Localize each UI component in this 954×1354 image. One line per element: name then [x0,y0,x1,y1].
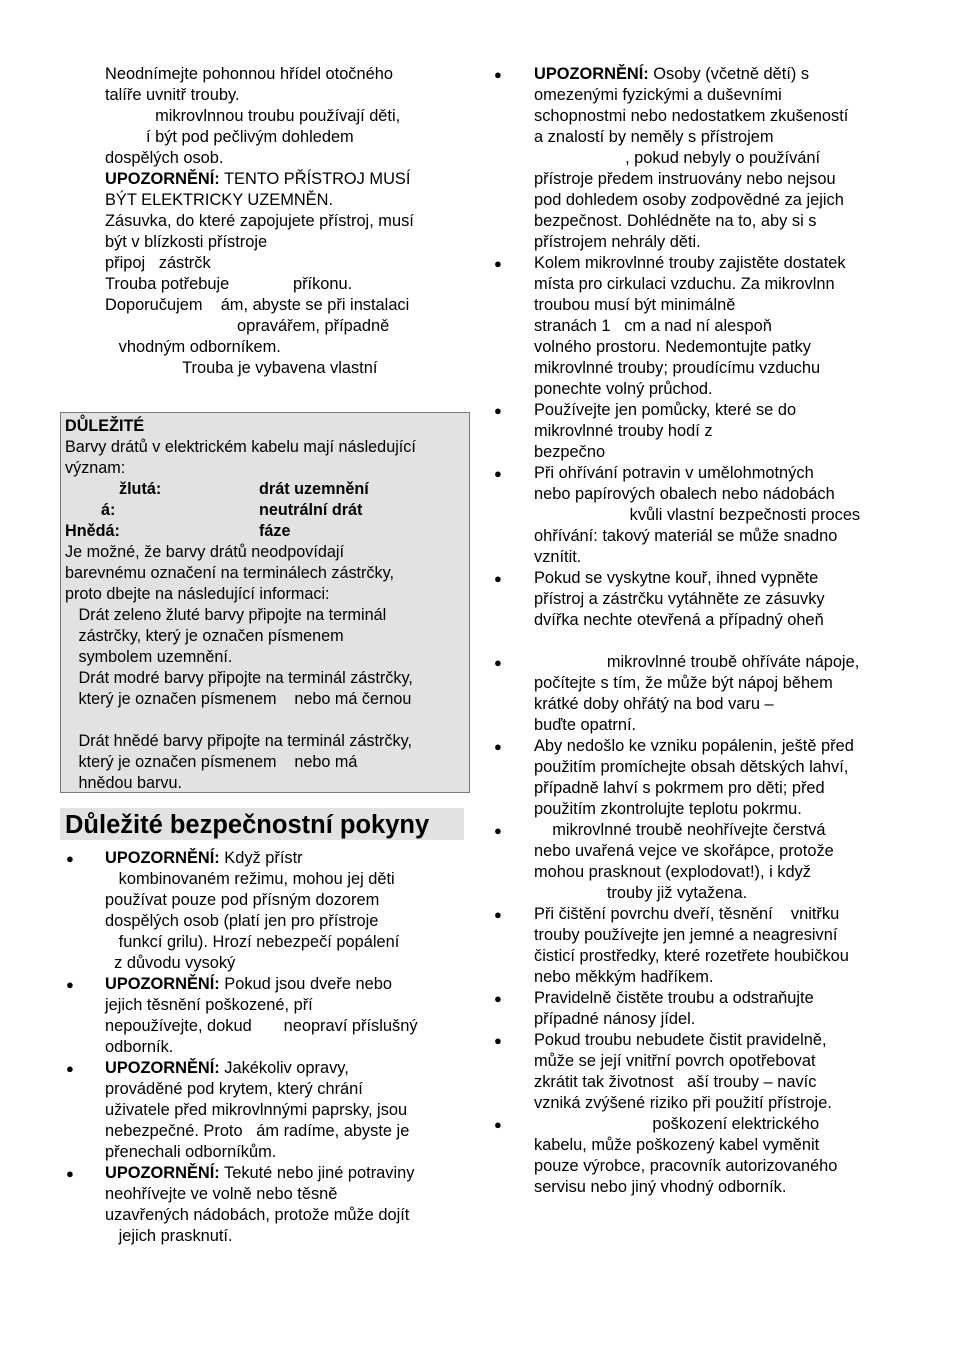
list-item-line: a znalostí by neměly s přístrojem [534,128,774,146]
list-item-line: mikrovlnné troubě neohřívejte čerstvá [534,821,826,839]
list-item-line: pod dohledem osoby zodpovědné za jejich [534,191,844,209]
list-item-line: přenechali odborníkům. [105,1143,277,1161]
intro-line: UPOZORNĚNÍ: TENTO PŘÍSTROJ MUSÍ [105,170,411,188]
bullet-icon: ● [66,1166,74,1181]
list-item-line: přístroje předem instruovány nebo nejsou [534,170,836,188]
bullet-icon: ● [494,67,502,82]
list-item-line: mohou prasknout (explodovat!), i když [534,863,811,881]
left-bullet-list [62,848,476,1247]
intro-line: dospělých osob. [105,149,224,167]
list-item-line: servisu nebo jiný vhodný odborník. [534,1178,787,1196]
intro-line: Trouba potřebuje příkonu. [105,275,353,293]
bullet-icon: ● [494,466,502,481]
list-item-line: UPOZORNĚNÍ: Tekuté nebo jiné potraviny [105,1164,415,1182]
warning-label: UPOZORNĚNÍ: [105,849,220,867]
bullet-icon: ● [66,1061,74,1076]
notice-line: proto dbejte na následující informaci: [65,585,330,603]
list-item-line: bezpečnost. Dohlédněte na to, aby si s [534,212,817,230]
list-item-line: mikrovlnné trouby; proudícímu vzduchu [534,359,821,377]
list-item [490,400,910,463]
list-item-line: Kolem mikrovlnné trouby zajistěte dostatek [534,254,846,272]
list-item-line: trouby používejte jen jemné a neagresivní [534,926,838,944]
list-item-line: troubou musí být minimálně [534,296,736,314]
list-item-line: kvůli vlastní bezpečnosti proces [534,506,861,524]
notice-line: symbolem uzemnění. [65,648,233,666]
intro-line: Doporučujem ám, abyste se při instalaci [105,296,410,314]
list-item [490,652,910,736]
notice-line: Drát modré barvy připojte na terminál zástrčky, [65,669,413,687]
notice-line: Je možné, že barvy drátů neodpovídají [65,543,344,561]
wire-row: á: neutrální drát [65,501,363,519]
list-item-line: čisticí prostředky, které rozetřete houbičkou [534,947,849,965]
list-item-line: UPOZORNĚNÍ: Jakékoliv opravy, [105,1059,349,1077]
list-item-line: uzavřených nádobách, protože může dojít [105,1206,410,1224]
list-item [62,974,476,1058]
intro-line: talíře uvnitř trouby. [105,86,240,104]
list-item-line: trouby již vytažena. [534,884,748,902]
notice-body [65,542,465,794]
list-item-line: nebezpečné. Proto ám radíme, abyste je [105,1122,410,1140]
list-item-line: pouze výrobce, pracovník autorizovaného [534,1157,838,1175]
list-item-line: dospělých osob (platí jen pro přístroje [105,912,379,930]
list-item-line: použitím promíchejte obsah dětských lahví, [534,758,849,776]
intro-line: připoj zástrčk [105,254,211,272]
list-item [490,253,910,400]
intro-line: Trouba je vybavena vlastní [105,359,378,377]
list-item-line: jejich těsnění poškozené, pří [105,996,313,1014]
list-item-line: vzniká zvýšené riziko při použití přístroje. [534,1094,832,1112]
list-item [490,463,910,568]
list-item [490,1114,910,1198]
list-item-line: ohřívání: takový materiál se může snadno [534,527,838,545]
list-item-line: jejich prasknutí. [105,1227,233,1245]
bullet-icon: ● [494,571,502,586]
list-item-line: kabelu, může poškozený kabel vyměnit [534,1136,820,1154]
notice-line: hnědou barvu. [65,774,182,792]
list-item-line: vznítit. [534,548,582,566]
warning-label: UPOZORNĚNÍ: [534,65,649,83]
list-item-line: z důvodu vysoký [105,954,236,972]
notice-line: zástrčky, který je označen písmenem [65,627,344,645]
warning-label: UPOZORNĚNÍ: [105,1164,220,1182]
list-item-line: Pokud troubu nebudete čistit pravidelně, [534,1031,827,1049]
list-item-line: nepoužívejte, dokud neopraví příslušný [105,1017,418,1035]
list-item-line: volného prostoru. Nedemontujte patky [534,338,811,356]
list-item-line: zkrátit tak životnost aší trouby – navíc [534,1073,817,1091]
bullet-icon: ● [494,256,502,271]
list-item-line: ponechte volný průchod. [534,380,713,398]
intro-line: opravářem, případně [105,317,390,335]
list-item-line: použitím zkontrolujte teplotu pokrmu. [534,800,802,818]
list-item-line: počítejte s tím, že může být nápoj během [534,674,833,692]
intro-line: BÝT ELEKTRICKY UZEMNĚN. [105,191,334,209]
bullet-icon: ● [494,403,502,418]
list-item-line: prováděné pod krytem, který chrání [105,1080,363,1098]
list-item [490,904,910,988]
list-item-line: , pokud nebyly o používání [534,149,821,167]
list-item-line: odborník. [105,1038,174,1056]
intro-line: Zásuvka, do které zapojujete přístroj, musí [105,212,414,230]
list-item [490,736,910,820]
notice-line: Drát hnědé barvy připojte na terminál zástrčky, [65,732,412,750]
list-item-line [534,631,910,652]
list-item-line: omezenými fyzickými a duševními [534,86,782,104]
list-item-line: kombinovaném režimu, mohou jej děti [105,870,395,888]
list-item-line: buďte opatrní. [534,716,637,734]
list-item-line: Pokud se vyskytne kouř, ihned vypněte [534,569,819,587]
section-heading: Důležité bezpečnostní pokyny [65,811,430,839]
list-item [490,820,910,904]
notice-title: DŮLEŽITÉ [65,417,145,435]
list-item-line: schopnostmi nebo nedostatkem zkušeností [534,107,849,125]
list-item [490,64,910,253]
intro-line: vhodným odborníkem. [105,338,281,356]
list-item-line: Pravidelně čistěte troubu a odstraňujte [534,989,814,1007]
notice-line: který je označen písmenem nebo má černou [65,690,412,708]
list-item-line: Při ohřívání potravin v umělohmotných [534,464,814,482]
list-item-line: Používejte jen pomůcky, které se do [534,401,797,419]
list-item-line: Při čištění povrchu dveří, těsnění vnitřku [534,905,840,923]
list-item [62,848,476,974]
list-item-line: případné nánosy jídel. [534,1010,696,1028]
list-item-line: mikrovlnné trouby hodí z [534,422,713,440]
list-item-line: poškození elektrického [534,1115,820,1133]
intro-line: mikrovlnnou troubu používají děti, [105,107,401,125]
list-item-line: přístrojem nehrály děti. [534,233,701,251]
list-item-line: nebo měkkým hadříkem. [534,968,714,986]
list-item-line: stranách 1 cm a nad ní alespoň [534,317,772,335]
list-item-line: UPOZORNĚNÍ: Osoby (včetně dětí) s [534,65,810,83]
list-item-line: mikrovlnné troubě ohříváte nápoje, [534,653,860,671]
intro-line: být v blízkosti přístroje [105,233,268,251]
list-item [62,1163,476,1247]
warning-label: UPOZORNĚNÍ: [105,1059,220,1077]
list-item-line: krátké doby ohřátý na bod varu – [534,695,774,713]
list-item-line: používat pouze pod přísným dozorem [105,891,380,909]
list-item-line: může se její vnitřní povrch opotřebovat [534,1052,816,1070]
list-item-line: nebo uvařená vejce ve skořápce, protože [534,842,834,860]
list-item-line: nebo papírových obalech nebo nádobách [534,485,835,503]
notice-line [65,710,465,731]
bullet-icon: ● [66,977,74,992]
list-item [62,1058,476,1163]
list-item-line: UPOZORNĚNÍ: Když přístr [105,849,303,867]
notice-intro-1: Barvy drátů v elektrickém kabelu mají následující [65,438,416,456]
warning-label: UPOZORNĚNÍ: [105,975,220,993]
list-item-line: UPOZORNĚNÍ: Pokud jsou dveře nebo [105,975,392,993]
list-item-line: funkcí grilu). Hrozí nebezpečí popálení [105,933,400,951]
list-item-line: místa pro cirkulaci vzduchu. Za mikrovlnn [534,275,835,293]
notice-line: barevnému označení na terminálech zástrčky, [65,564,395,582]
bullet-icon: ● [494,1117,502,1132]
list-item [490,988,910,1030]
intro-text [62,64,519,379]
list-item-line: neohřívejte ve volně nebo těsně [105,1185,338,1203]
list-item-line: přístroj a zástrčku vytáhněte ze zásuvky [534,590,825,608]
important-notice-box [60,412,470,793]
list-item [490,568,910,652]
bullet-icon: ● [494,739,502,754]
list-item-line: uživatele před mikrovlnnými paprsky, jsou [105,1101,408,1119]
bullet-icon: ● [66,851,74,866]
warning-label: UPOZORNĚNÍ: [105,170,220,188]
notice-line: Drát zeleno žluté barvy připojte na terminál [65,606,387,624]
right-bullet-list [490,64,910,1198]
bullet-icon: ● [494,907,502,922]
list-item [490,1030,910,1114]
list-item-line: dvířka nechte otevřená a případný oheň [534,611,824,629]
intro-line: í být pod pečlivým dohledem [105,128,354,146]
bullet-icon: ● [494,823,502,838]
intro-line: Neodnímejte pohonnou hřídel otočného [105,65,393,83]
bullet-icon: ● [494,991,502,1006]
bullet-icon: ● [494,1033,502,1048]
bullet-icon: ● [494,655,502,670]
notice-line: který je označen písmenem nebo má [65,753,358,771]
list-item-line: bezpečno [534,443,606,461]
notice-intro-2: význam: [65,459,126,477]
list-item-line: Aby nedošlo ke vzniku popálenin, ještě před [534,737,854,755]
list-item-line: případně lahví s pokrmem pro děti; před [534,779,825,797]
wire-row: Hnědá: fáze [65,522,291,540]
wire-row: žlutá: drát uzemnění [65,480,369,498]
